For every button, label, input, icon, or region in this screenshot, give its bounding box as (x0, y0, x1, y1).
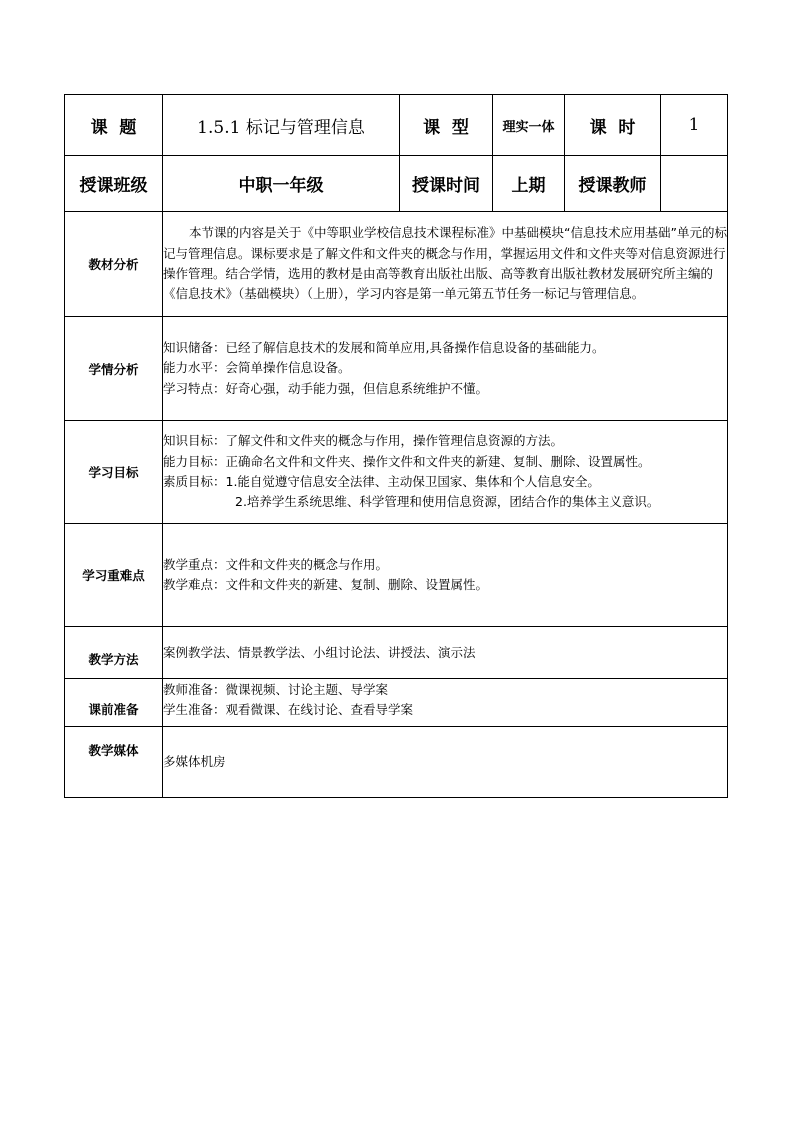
media-label: 教学媒体 (65, 727, 163, 798)
students-line: 知识储备：已经了解信息技术的发展和简单应用,具备操作信息设备的基础能力。 (163, 339, 605, 355)
preparation-label: 课前准备 (65, 679, 163, 727)
row-key-points (65, 524, 728, 627)
objectives-label: 学习目标 (65, 421, 163, 524)
keypoints-label: 学习重难点 (65, 524, 163, 627)
methods-label: 教学方法 (65, 627, 163, 679)
objectives-line: 知识目标：了解文件和文件夹的概念与作用，操作管理信息资源的方法。 (163, 433, 564, 449)
preparation-line: 教师准备：微课视频、讨论主题、导学案 (163, 682, 389, 697)
preparation-line: 学生准备：观看微课、在线讨论、查看导学案 (163, 702, 414, 718)
students-content (163, 317, 728, 421)
objectives-line: 素质目标：1.能自觉遵守信息安全法律、主动保卫国家、集体和个人信息安全。 (163, 474, 600, 489)
hours-label: 课 时 (565, 95, 661, 156)
topic-label: 课 题 (65, 95, 163, 156)
header-row-topic (65, 95, 728, 156)
objectives-line: 能力目标：正确命名文件和文件夹、操作文件和文件夹的新建、复制、删除、设置属性。 (163, 453, 651, 469)
objectives-subline: 2.培养学生系统思维、科学管理和使用信息资源，团结合作的集体主义意识。 (235, 494, 660, 510)
topic-value: 1.5.1 标记与管理信息 (163, 95, 400, 156)
class-value: 中职一年级 (163, 156, 400, 212)
teacher-label: 授课教师 (565, 156, 661, 212)
preparation-content (163, 679, 728, 727)
class-label: 授课班级 (65, 156, 163, 212)
methods-text: 案例教学法、情景教学法、小组讨论法、讲授法、演示法 (163, 645, 476, 660)
objectives-content (163, 421, 728, 524)
methods-content (163, 627, 728, 679)
row-media (65, 727, 728, 798)
students-label: 学情分析 (65, 317, 163, 421)
media-text: 多媒体机房 (163, 753, 226, 769)
row-student-analysis (65, 317, 728, 421)
media-content (163, 727, 728, 798)
students-line: 能力水平：会简单操作信息设备。 (163, 360, 351, 376)
time-label: 授课时间 (400, 156, 493, 212)
row-preparation (65, 679, 728, 727)
textbook-label: 教材分析 (65, 212, 163, 317)
row-objectives (65, 421, 728, 524)
keypoints-line: 教学重点：文件和文件夹的概念与作用。 (163, 556, 389, 572)
students-line: 学习特点：好奇心强，动手能力强，但信息系统维护不懂。 (163, 380, 489, 396)
row-textbook-analysis (65, 212, 728, 317)
teacher-value (661, 156, 728, 212)
type-label: 课 型 (400, 95, 493, 156)
keypoints-content (163, 524, 728, 627)
textbook-text: 本节课的内容是关于《中等职业学校信息技术课程标准》中基础模块“信息技术应用基础”单元的标记与管理信息。课标要求是了解文件和文件夹的概念与作用，掌握运用文件和文件夹等对信息资源进行操作管理。结合学情，选用的教材是由高等教育出版社出版、高等教育出版社教材发展研究所主编的《信息技术》（基础模块）（上册），学习内容是第一单元第五节任务一标记与管理信息。 (163, 225, 727, 302)
hours-value: 1 (661, 95, 728, 156)
type-value: 理实一体 (493, 95, 565, 156)
keypoints-line: 教学难点：文件和文件夹的新建、复制、删除、设置属性。 (163, 577, 489, 592)
lesson-plan-table (64, 94, 728, 798)
textbook-content (163, 212, 728, 317)
time-value: 上期 (493, 156, 565, 212)
row-methods (65, 627, 728, 679)
header-row-class (65, 156, 728, 212)
